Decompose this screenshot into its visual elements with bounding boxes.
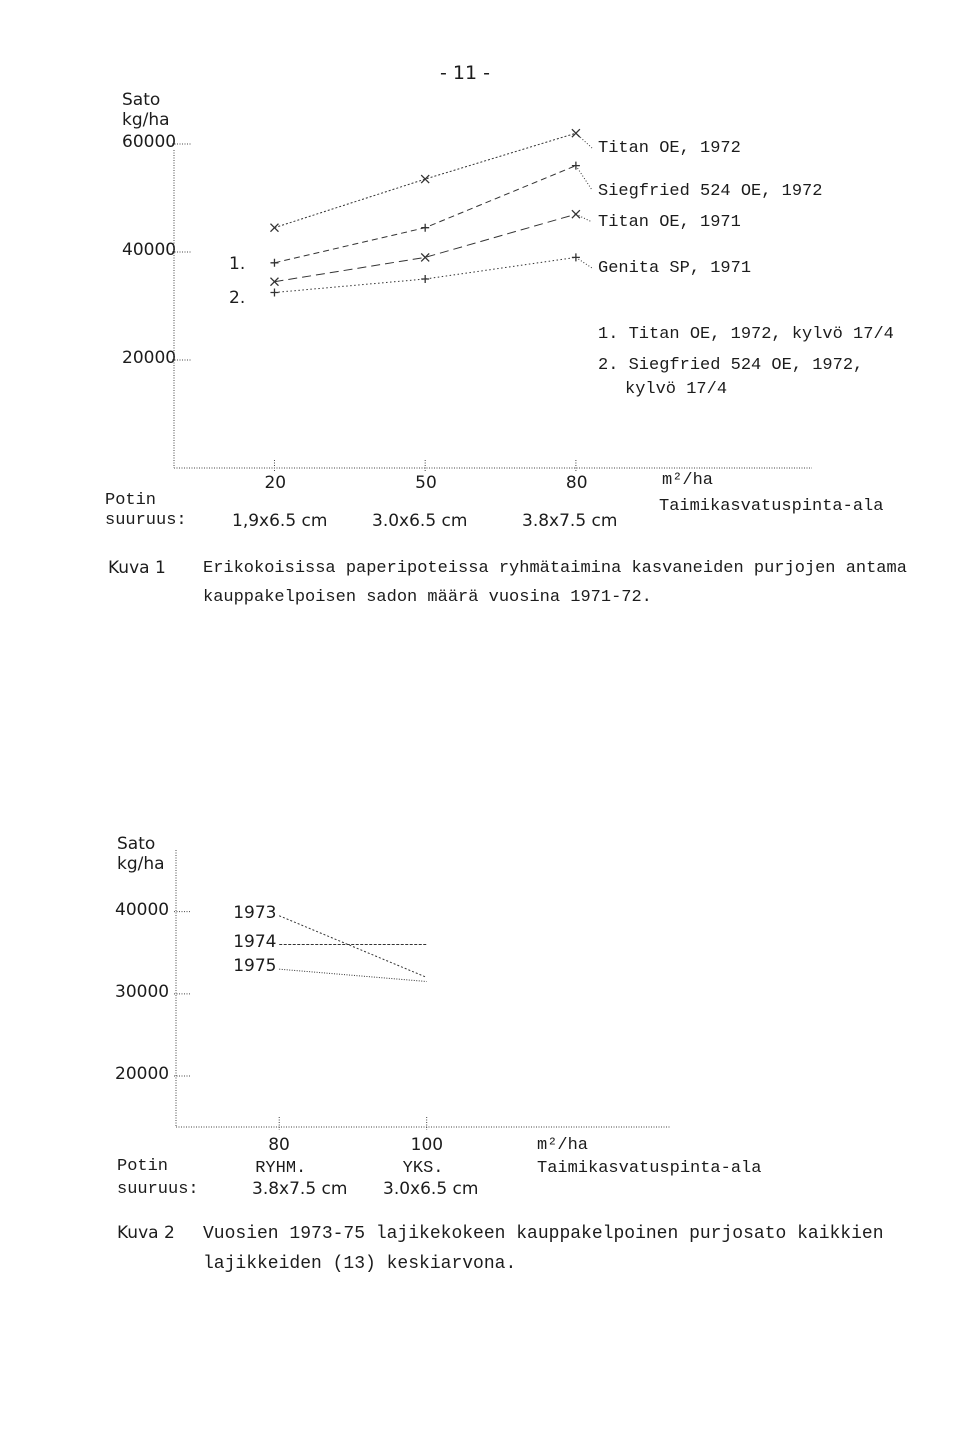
chart-2-ytick-40000: 40000: [115, 899, 170, 920]
chart-1-ytick-20000: 20000: [122, 348, 177, 368]
chart-1-xtick-80: 80: [565, 473, 588, 493]
chart-2-ylabel-2: kg/ha: [117, 854, 165, 874]
chart-2-ylabel-1: Sato: [117, 834, 156, 854]
chart-2-xtick-80: 80: [268, 1135, 290, 1155]
chart-2-series-label-1975: 1975: [233, 956, 277, 977]
chart-2-x-unit: m²/ha: [537, 1136, 589, 1155]
chart-1-row-label-2: suuruus:: [105, 511, 187, 530]
chart-1-caption-line-2: kauppakelpoisen sadon määrä vuosina 1971-72.: [203, 588, 652, 607]
chart-1-note-2: 2. Siegfried 524 OE, 1972,: [598, 356, 864, 375]
chart-2-series-2-line: [279, 969, 426, 981]
chart-2-pot-size-1: 3.8x7.5 cm: [252, 1179, 348, 1199]
chart-1-ylabel-1: Sato: [122, 90, 161, 110]
chart-1-ylabel-2: kg/ha: [122, 110, 170, 130]
chart-1-xtick-50: 50: [415, 473, 437, 493]
chart-1-line-label-1: 1.: [229, 254, 246, 274]
chart-1-xtick-20: 20: [264, 473, 287, 493]
chart-1-legend-1: Titan OE, 1972: [598, 139, 741, 158]
chart-1-row-label-1: Potin: [105, 491, 157, 510]
chart-1-note-1: 1. Titan OE, 1972, kylvö 17/4: [598, 325, 894, 344]
chart-2-caption-line-1: Vuosien 1973-75 lajikekokeen kauppakelpoinen purjosato kaikkien: [203, 1224, 884, 1244]
chart-1-line-label-2: 2.: [229, 288, 246, 308]
chart-2-x-title: Taimikasvatuspinta-ala: [537, 1159, 762, 1178]
chart-1-caption-label: Kuva 1: [108, 558, 166, 578]
chart-2-ytick-30000: 30000: [115, 981, 170, 1002]
chart-2-xtick-sub-yks: YKS.: [402, 1159, 444, 1178]
chart-1-x-title: Taimikasvatuspinta-ala: [659, 497, 884, 516]
chart-2-xtick-100: 100: [410, 1135, 444, 1155]
chart-1-ytick-40000: 40000: [122, 240, 177, 260]
chart-1-pot-size-3: 3.8x7.5 cm: [522, 511, 618, 531]
chart-1-x-unit: m²/ha: [662, 471, 714, 490]
chart-1-pot-size-1: 1,9x6.5 cm: [232, 511, 328, 531]
chart-2-row-label-2: suuruus:: [117, 1180, 199, 1199]
chart-1-caption-line-1: Erikokoisissa paperipoteissa ryhmätaimina kasvaneiden purjojen antama: [203, 559, 907, 578]
chart-2-caption-label: Kuva 2: [117, 1223, 175, 1243]
chart-2-caption-line-2: lajikkeiden (13) keskiarvona.: [203, 1254, 517, 1274]
chart-1-note-3: kylvö 17/4: [625, 380, 728, 399]
chart-2-series-label-1973: 1973: [233, 902, 277, 923]
chart-1-pot-size-2: 3.0x6.5 cm: [372, 511, 468, 531]
chart-2-series-label-1974: 1974: [233, 931, 277, 952]
chart-2-xtick-sub-ryhm: RYHM.: [255, 1159, 307, 1178]
chart-1-legend-4: Genita SP, 1971: [598, 259, 752, 278]
chart-2-row-label-1: Potin: [117, 1157, 169, 1176]
chart-2-ytick-20000: 20000: [115, 1064, 170, 1085]
page-number: - 11 -: [440, 62, 490, 84]
chart-2-pot-size-2: 3.0x6.5 cm: [383, 1179, 479, 1199]
chart-2-series-0-line: [279, 916, 426, 978]
chart-1-legend-3: Titan OE, 1971: [598, 213, 741, 232]
chart-1-legend-2: Siegfried 524 OE, 1972: [598, 182, 823, 201]
chart-1-ytick-60000: 60000: [122, 132, 177, 152]
